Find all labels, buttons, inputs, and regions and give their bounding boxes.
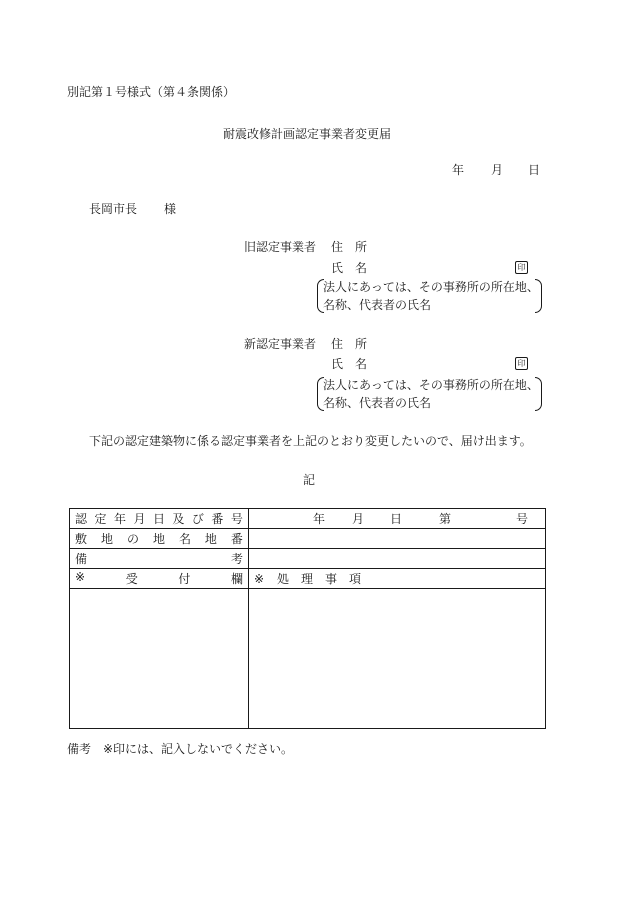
date-month: 月 (491, 163, 504, 177)
seal-mark: 印 (515, 261, 528, 274)
form-reference: 別記第１号様式（第４条関係） (67, 85, 236, 99)
remarks-label: 備 考 (70, 549, 249, 569)
old-operator-note-line1: 法人にあっては、その事務所の所在地、 (323, 280, 539, 294)
new-operator-heading: 新認定事業者 (244, 337, 317, 351)
approval-date-number-value[interactable]: 年 月 日 第 号 (249, 509, 546, 529)
table-row (70, 569, 546, 589)
site-location-value[interactable] (249, 529, 546, 549)
addressee-honorific: 様 (164, 202, 177, 216)
table-row (70, 589, 546, 729)
processing-area[interactable] (249, 589, 546, 729)
reception-column-label: ※ 受 付 欄 (70, 569, 249, 589)
addressee-name: 長岡市長 (89, 202, 138, 216)
table-row (70, 509, 546, 529)
date-day: 日 (528, 163, 541, 177)
document-title: 耐震改修計画認定事業者変更届 (223, 127, 392, 141)
remarks-value[interactable] (249, 549, 546, 569)
table-row (70, 549, 546, 569)
old-operator-note-line2: 名称、代表者の氏名 (323, 298, 432, 312)
site-location-label: 敷 地 の 地 名 地 番 (70, 529, 249, 549)
table-row (70, 529, 546, 549)
seal-mark: 印 (515, 357, 528, 370)
old-operator-heading: 旧認定事業者 (244, 240, 317, 254)
new-operator-address-label: 住 所 (331, 337, 368, 351)
processing-items-label: ※ 処 理 事 項 (249, 569, 546, 589)
old-operator-name-label: 氏 名 (331, 261, 368, 275)
new-operator-note-line2: 名称、代表者の氏名 (323, 396, 432, 410)
old-operator-address-label: 住 所 (331, 240, 368, 254)
reception-area[interactable] (70, 589, 249, 729)
ki-heading: 記 (303, 473, 316, 487)
records-table (69, 508, 546, 729)
approval-date-number-label: 認 定 年 月 日 及 び 番 号 (70, 509, 249, 529)
body-text: 下記の認定建築物に係る認定事業者を上記のとおり変更したいので、届け出ます。 (89, 434, 532, 448)
new-operator-name-label: 氏 名 (331, 357, 368, 371)
new-operator-note-line1: 法人にあっては、その事務所の所在地、 (323, 378, 539, 392)
footnote: 備考 ※印には、記入しないでください。 (67, 742, 294, 756)
date-year: 年 (452, 163, 465, 177)
